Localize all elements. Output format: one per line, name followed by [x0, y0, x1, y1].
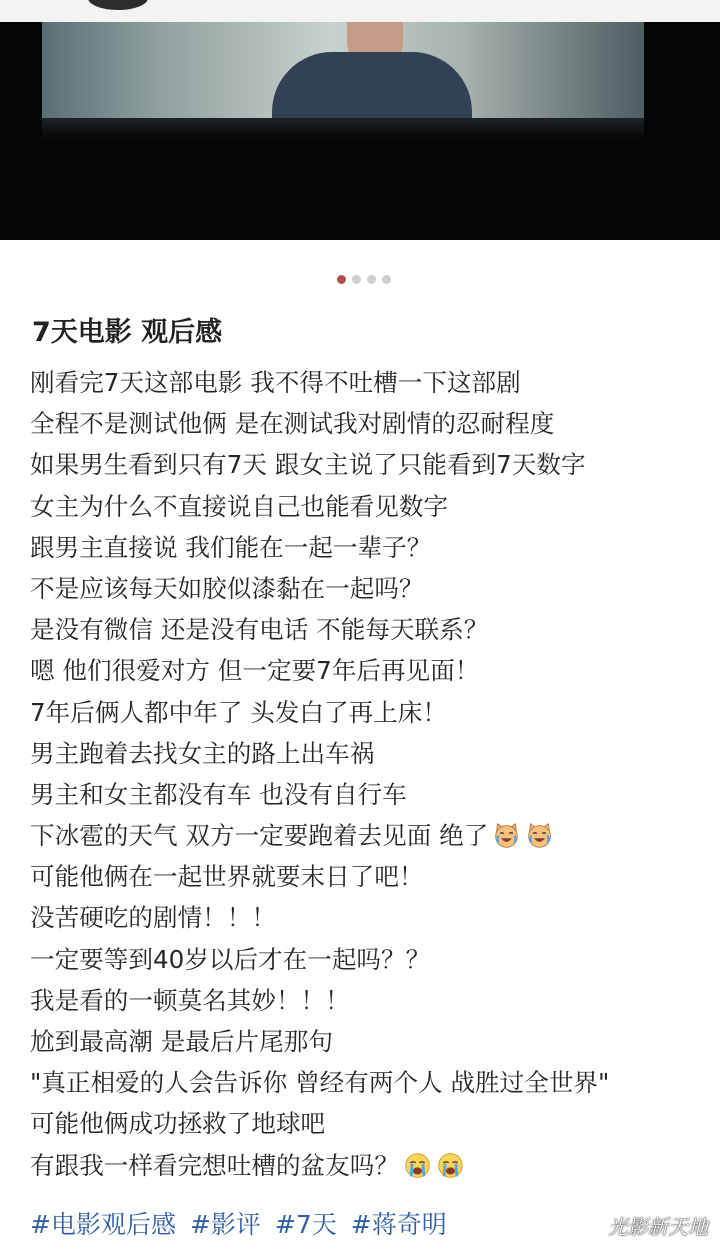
post-line-text: 女主为什么不直接说自己也能看见数字 [30, 491, 449, 521]
post-line-text: 男主和女主都没有车 也没有自行车 [30, 779, 407, 809]
post-line-text: 嗯 他们很爱对方 但一定要7年后再见面！ [30, 656, 480, 686]
post-line [30, 1021, 710, 1062]
watermark: 光影新天地 [608, 1215, 708, 1239]
cat-crying-laughing-icon [525, 821, 554, 850]
movie-still [42, 22, 644, 118]
post-line [30, 527, 710, 568]
image-pager[interactable] [337, 275, 391, 284]
post-line-text: 不是应该每天如胶似漆黏在一起吗？ [30, 573, 424, 603]
pager-dot[interactable] [382, 275, 391, 284]
post-line-text: 是没有微信 还是没有电话 不能每天联系？ [30, 615, 489, 645]
hashtag-link[interactable]: #蒋奇明 [350, 1210, 447, 1239]
loud-crying-face-icon [436, 1151, 465, 1180]
post-line-text: 我是看的一顿莫名其妙！！！ [30, 985, 350, 1015]
post-body [30, 362, 710, 1186]
post-line [30, 1103, 710, 1144]
post-line-text: 尬到最高潮 是最后片尾那句 [30, 1027, 333, 1056]
hashtag-link[interactable]: #7天 [274, 1210, 337, 1239]
hashtag-list [30, 1205, 447, 1241]
post-line [30, 980, 710, 1021]
post-line [30, 815, 710, 856]
loud-crying-face-icon [403, 1151, 432, 1180]
post-line [30, 403, 710, 444]
post-line-text: 没苦硬吃的剧情！！！ [30, 903, 276, 933]
post-line-text: 男主跑着去找女主的路上出车祸 [30, 738, 375, 768]
post-line [30, 609, 710, 650]
avatar[interactable] [88, 0, 148, 10]
post-line-text: 全程不是测试他俩 是在测试我对剧情的忍耐程度 [30, 409, 555, 439]
post-line [30, 1145, 710, 1186]
post-line [30, 774, 710, 815]
post-line [30, 897, 710, 938]
post-line-text: 下冰雹的天气 双方一定要跑着去见面 绝了 [30, 821, 489, 851]
post-line-text: 可能他俩成功拯救了地球吧 [30, 1109, 326, 1139]
post-line [30, 856, 710, 897]
post-line [30, 650, 710, 691]
post-line [30, 692, 710, 733]
top-bar [0, 0, 720, 22]
post-line-text: 跟男主直接说 我们能在一起一辈子？ [30, 532, 432, 562]
hashtag-link[interactable]: #影评 [189, 1210, 261, 1239]
post-line [30, 568, 710, 609]
pager-dot[interactable] [367, 275, 376, 284]
post-line-text: 刚看完7天这部电影 我不得不吐槽一下这部剧 [30, 368, 521, 397]
hashtag-link[interactable]: #电影观后感 [30, 1210, 176, 1239]
post-line [30, 1062, 710, 1103]
pager-dot[interactable] [352, 275, 361, 284]
post-line-text: 一定要等到40岁以后才在一起吗？？ [30, 944, 431, 974]
pager-dot[interactable] [337, 275, 346, 284]
post-image[interactable] [0, 22, 720, 240]
post-line [30, 486, 710, 527]
post-line-text: 7年后俩人都中年了 头发白了再上床！ [30, 697, 447, 727]
post-line [30, 733, 710, 774]
post-line [30, 362, 710, 403]
post-line [30, 939, 710, 980]
post-line-text: 有跟我一样看完想吐槽的盆友吗？ [30, 1150, 399, 1180]
post-line-text: "真正相爱的人会告诉你 曾经有两个人 战胜过全世界" [30, 1068, 610, 1098]
post-line-text: 如果男生看到只有7天 跟女主说了只能看到7天数字 [30, 450, 586, 480]
post-line [30, 444, 710, 485]
post-line-text: 可能他俩在一起世界就要末日了吧！ [30, 862, 424, 892]
post-title: 7天电影 观后感 [32, 317, 223, 348]
cat-crying-laughing-icon [492, 821, 521, 850]
